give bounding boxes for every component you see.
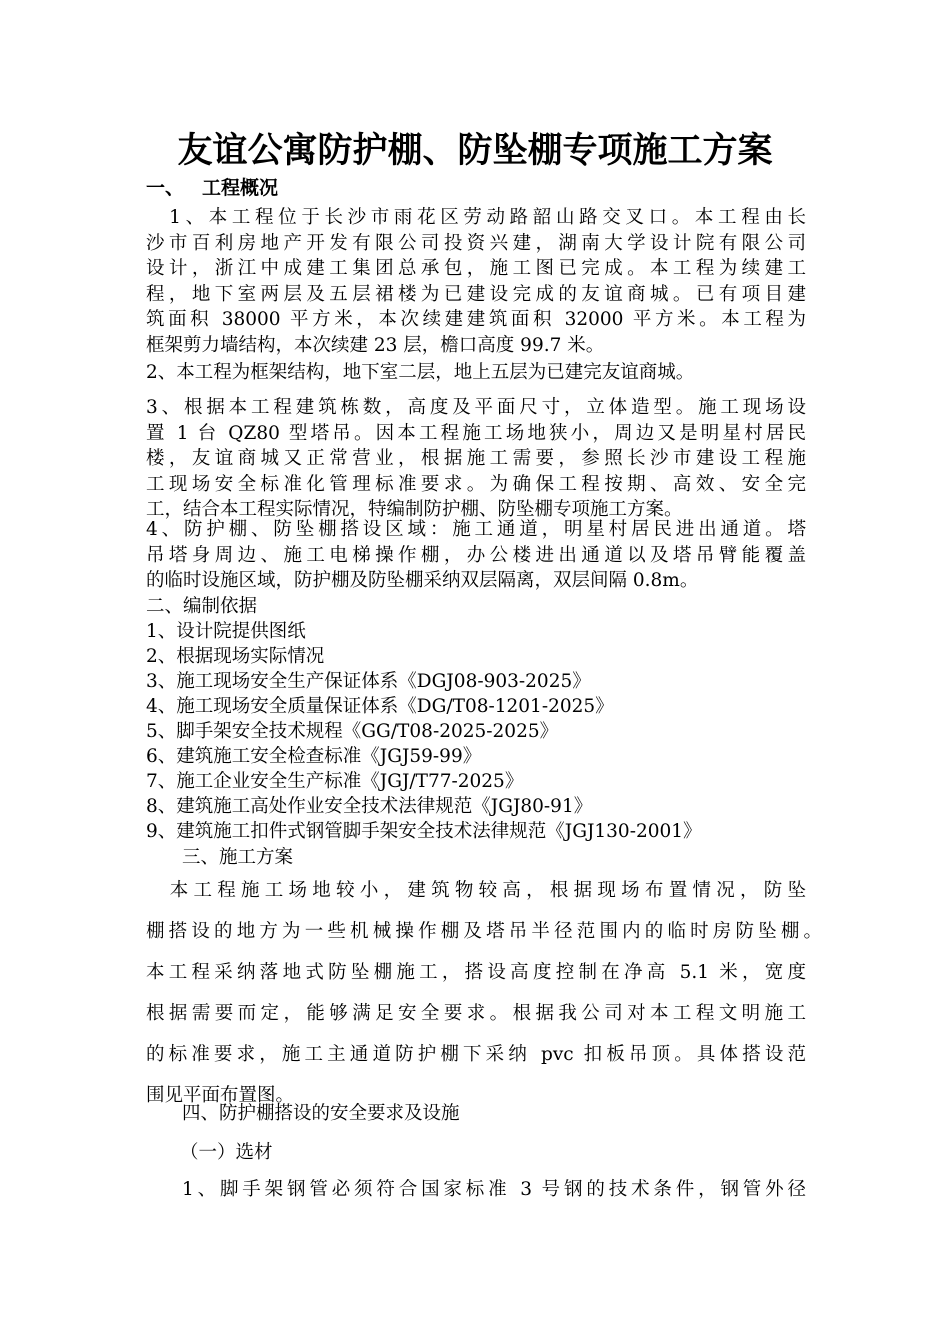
basis-item: 4、施工现场安全质量保证体系《DG/T08-1201-2025》 [146, 696, 614, 717]
paragraph-line: 沙市百利房地产开发有限公司投资兴建，湖南大学设计院有限公司 [146, 232, 806, 254]
paragraph-line: 4、防护棚、防坠棚搭设区域：施工通道，明星村居民进出通道。塔 [146, 519, 806, 540]
document-title: 友谊公寓防护棚、防坠棚专项施工方案 [177, 130, 773, 171]
basis-item: 6、建筑施工安全检查标准《JGJ59-99》 [146, 746, 482, 767]
section-1-heading [146, 175, 278, 201]
basis-item: 3、施工现场安全生产保证体系《DGJ08-903-2025》 [146, 671, 591, 692]
overview-paragraph-2: 2、本工程为框架结构，地下室二层，地上五层为已建完友谊商城。 [146, 362, 695, 383]
basis-item: 8、建筑施工高处作业安全技术法律规范《JGJ80-91》 [146, 796, 593, 817]
paragraph-line: 吊塔身周边、施工电梯操作棚，办公楼进出通道以及塔吊臂能覆盖 [146, 544, 806, 566]
paragraph-line: 工现场安全标准化管理标准要求。为确保工程按期、高效、安全完 [146, 473, 806, 495]
section-2-heading: 二、编制依据 [146, 596, 258, 617]
paragraph-line: 本工程采纳落地式防坠棚施工，搭设高度控制在净高 5.1 米，宽度 [146, 962, 806, 983]
basis-item: 7、施工企业安全生产标准《JGJ/T77-2025》 [146, 771, 524, 792]
section-4-heading: 四、防护棚搭设的安全要求及设施 [182, 1103, 460, 1124]
overview-paragraph-4 [146, 517, 806, 594]
basis-item: 2、根据现场实际情况 [146, 646, 325, 667]
paragraph-line: 置 1 台 QZ80 型塔吊。因本工程施工场地狭小，周边又是明星村居民 [146, 422, 806, 444]
basis-item: 9、建筑施工扣件式钢管脚手架安全技术法律规范《JGJ130-2001》 [146, 821, 702, 842]
subsection-materials-heading: （一）选材 [180, 1142, 273, 1163]
paragraph-line: 根据需要而定，能够满足安全要求。根据我公司对本工程文明施工 [146, 1003, 806, 1024]
paragraph-line: 围见平面布置图。 [146, 1085, 295, 1106]
construction-plan-paragraph [146, 870, 822, 1116]
paragraph-line: 工，结合本工程实际情况，特编制防护棚、防坠棚专项施工方案。 [146, 499, 683, 520]
paragraph-line: 3、根据本工程建筑栋数，高度及平面尺寸，立体造型。施工现场设 [146, 397, 806, 418]
basis-item: 1、设计院提供图纸 [146, 621, 306, 642]
paragraph-line: 的标准要求，施工主通道防护棚下采纳 pvc 扣板吊顶。具体搭设范 [146, 1044, 806, 1065]
section-1-number: 一、 [146, 177, 185, 199]
paragraph-line: 框架剪力墙结构，本次续建 23 层，檐口高度 99.7 米。 [146, 334, 605, 356]
paragraph-line: 棚搭设的地方为一些机械操作棚及塔吊半径范围内的临时房防坠棚。 [146, 921, 822, 942]
paragraph-line: 1、本工程位于长沙市雨花区劳动路韶山路交叉口。本工程由长 [146, 207, 806, 228]
paragraph-line: 筑面积 38000 平方米，本次续建建筑面积 32000 平方米。本工程为 [146, 309, 806, 330]
paragraph-line: 楼，友谊商城又正常营业，根据施工需要，参照长沙市建设工程施 [146, 448, 806, 469]
basis-item: 5、脚手架安全技术规程《GG/T08-2025-2025》 [146, 721, 559, 742]
paragraph-line: 本工程施工场地较小，建筑物较高，根据现场布置情况，防坠 [146, 880, 806, 901]
overview-paragraph-1 [146, 205, 806, 358]
paragraph-line: 的临时设施区域，防护棚及防坠棚采纳双层隔离，双层间隔 0.8m。 [146, 570, 699, 591]
paragraph-line: 程，地下室两层及五层裙楼为已建设完成的友谊商城。已有项目建 [146, 283, 806, 305]
paragraph-line: 设计，浙江中成建工集团总承包，施工图已完成。本工程为续建工 [146, 258, 806, 279]
section-1-title: 工程概况 [202, 177, 279, 199]
section-3-heading: 三、施工方案 [182, 847, 294, 868]
overview-paragraph-3 [146, 395, 806, 523]
materials-item-1: 1、脚手架钢管必须符合国家标准 3 号钢的技术条件，钢管外径 [182, 1179, 806, 1200]
